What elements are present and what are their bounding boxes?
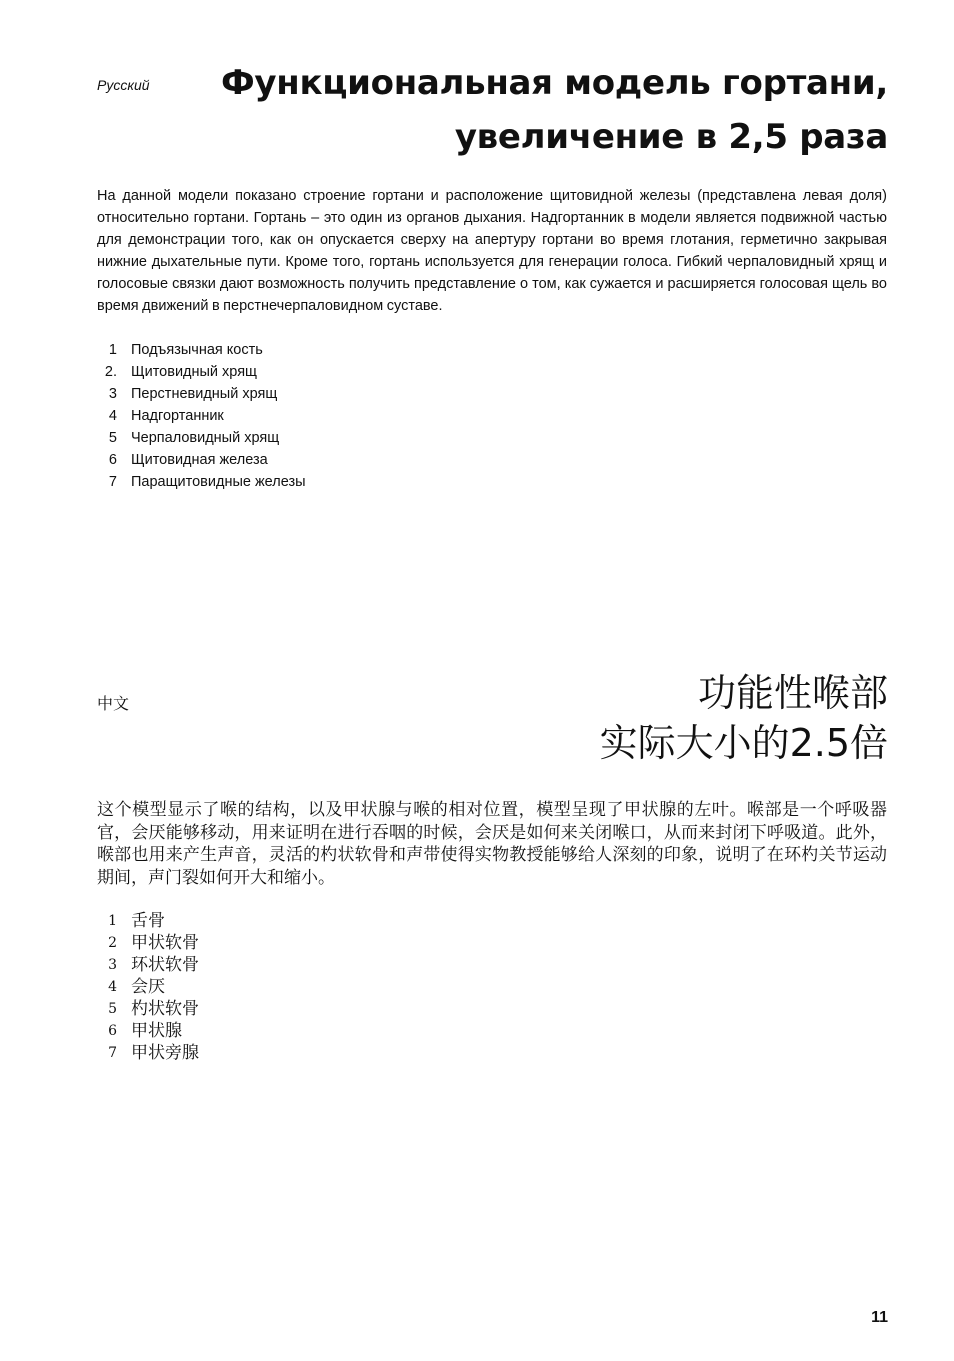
item-number: 5 <box>108 430 117 446</box>
list-item <box>97 405 306 427</box>
description-chinese: 这个模型显示了喉的结构，以及甲状腺与喉的相对位置，模型呈现了甲状腺的左叶。喉部是一个呼吸器官，会厌能够移动，用来证明在进行吞咽的时候，会厌是如何来关闭喉口，从而来封闭下呼吸道。此外，喉部也用来产生声音，灵活的杓状软骨和声带使得实物教授能够给人深刻的印象，说明了在环杓关节运动期间，声门裂如何开大和缩小。 <box>97 800 887 888</box>
item-number: 5 <box>108 1001 117 1017</box>
title-chinese-line2: 实际大小的2.5倍 <box>599 721 888 765</box>
list-item <box>97 383 306 405</box>
item-label: 甲状旁腺 <box>131 1043 199 1063</box>
title-russian-line1: Функциональная модель гортани, <box>220 63 888 103</box>
item-number: 6 <box>108 1023 117 1039</box>
item-label: 舌骨 <box>131 911 165 931</box>
item-label: 甲状软骨 <box>131 933 199 953</box>
list-item <box>97 998 199 1020</box>
item-number: 1 <box>108 913 117 929</box>
title-russian-line2: увеличение в 2,5 раза <box>454 117 888 157</box>
item-number: 3 <box>108 957 117 973</box>
item-label: Черпаловидный хрящ <box>131 430 280 446</box>
item-label: 杓状软骨 <box>131 999 199 1019</box>
language-label-chinese: 中文 <box>97 694 130 713</box>
title-chinese <box>288 668 888 768</box>
item-number: 1 <box>108 342 117 358</box>
item-label: 会厌 <box>131 977 165 997</box>
item-label: Перстневидный хрящ <box>131 386 278 402</box>
title-chinese-line1: 功能性喉部 <box>697 671 888 715</box>
item-label: Подъязычная кость <box>131 342 263 358</box>
page-number: 11 <box>871 1309 888 1326</box>
description-russian: На данной модели показано строение гортани и расположение щитовидной железы (представлена левая доля) относительно гортани. Гортань – это один из органов дыхания. Надгортанник в модели является подвижной частью для демонстрации того, как он опускается сверху на апертуру гортани во время глотания, герметично закрывая нижние дыхательные пути. Кроме того, гортань используется для генерации голоса. Гибкий черпаловидный хрящ и голосовые связки дают возможность получить представление о том, как сужается и расширяется голосовая щель во время движений в перстнечерпаловидном суставе. <box>97 188 887 314</box>
list-item <box>97 954 199 976</box>
list-item <box>97 932 199 954</box>
item-label: Паращитовидные железы <box>131 474 306 490</box>
list-item <box>97 1020 199 1042</box>
item-label: 甲状腺 <box>131 1021 182 1041</box>
list-item <box>97 1042 199 1064</box>
item-number: 4 <box>108 408 117 424</box>
item-number: 7 <box>108 1045 117 1061</box>
parts-list-chinese <box>97 910 199 1064</box>
item-label: Щитовидный хрящ <box>131 364 257 380</box>
list-item <box>97 339 306 361</box>
item-number: 6 <box>108 452 117 468</box>
list-item <box>97 910 199 932</box>
parts-list-russian <box>97 339 306 493</box>
list-item <box>97 427 306 449</box>
item-label: Надгортанник <box>131 408 224 424</box>
item-label: Щитовидная железа <box>131 452 268 468</box>
list-item <box>97 471 306 493</box>
item-number: 4 <box>108 979 117 995</box>
item-number: 3 <box>108 386 117 402</box>
title-russian <box>168 56 888 164</box>
item-number: 2. <box>104 364 117 380</box>
item-number: 7 <box>108 474 117 490</box>
item-label: 环状软骨 <box>131 955 199 975</box>
list-item <box>97 361 306 383</box>
list-item <box>97 976 199 998</box>
list-item <box>97 449 306 471</box>
item-number: 2 <box>108 935 117 951</box>
language-label-russian: Русский <box>97 77 150 93</box>
